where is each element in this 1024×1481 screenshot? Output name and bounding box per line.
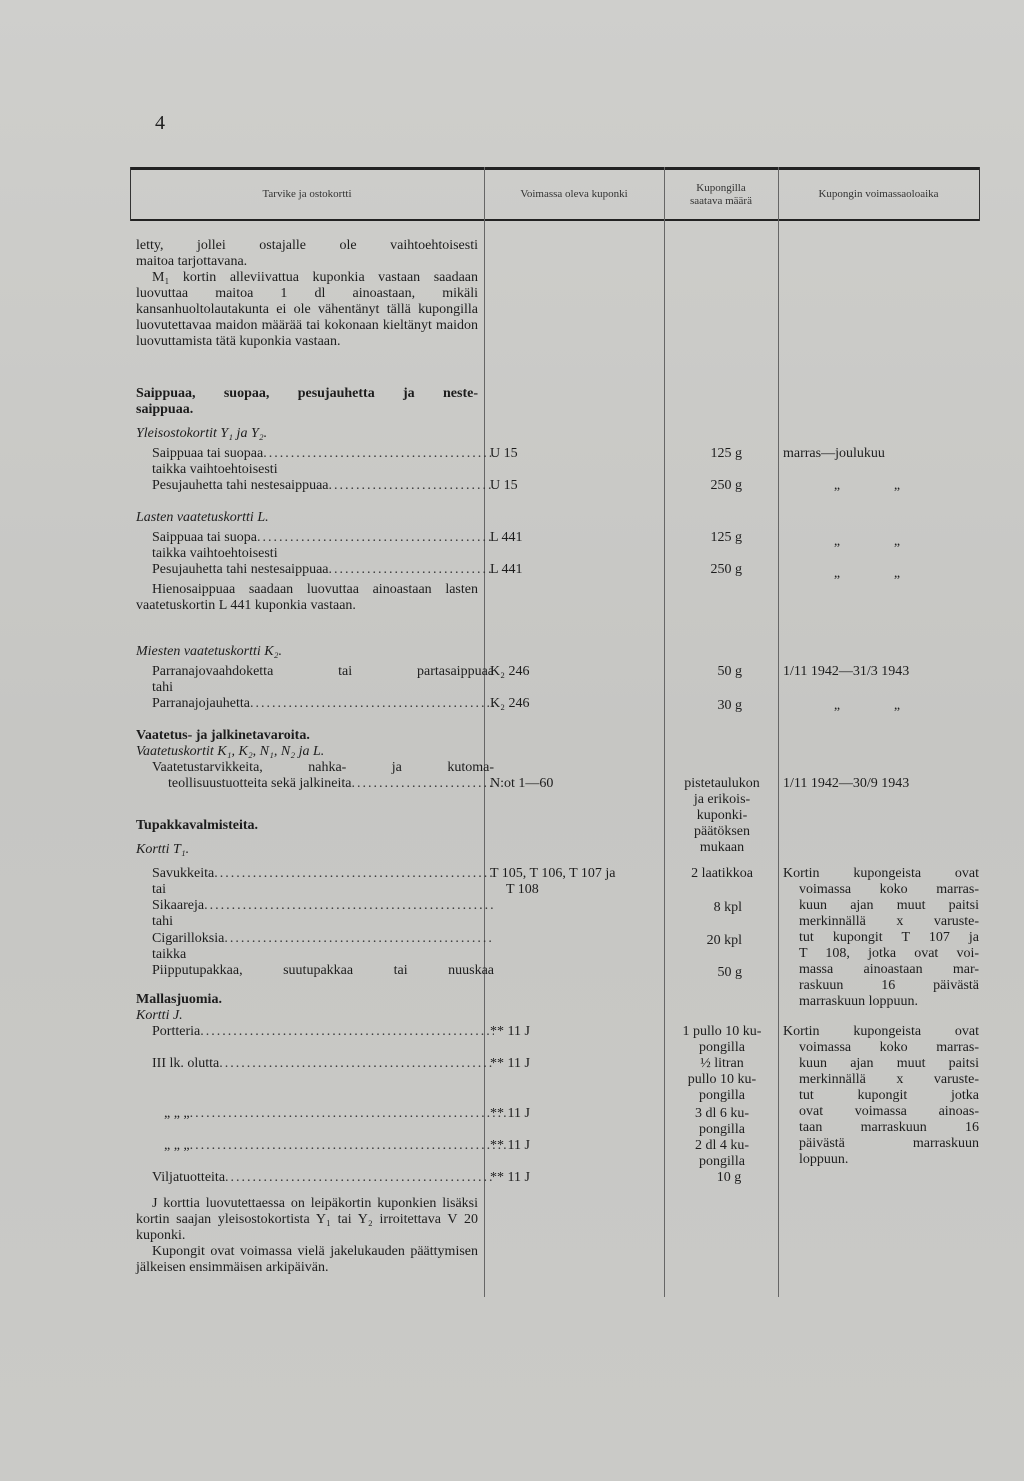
coupon-cell: U 15	[490, 446, 518, 461]
header-amount-line1: Kupongilla	[696, 181, 746, 194]
validity-cell: 1/11 1942—31/3 1943	[783, 664, 910, 679]
milk-coupon-paragraph: M₁ kortin alleviivattua kuponkia vastaan saadaan luovuttaa maitoa 1 dl ainoastaan, mikäli kansanhuoltolautakunta ei ole vähentänyt tällä kupongilla luovutettavaa maidon määrää tai kokonaan kieltänyt maidon luovuttamista tätä kuponkia vastaan.	[136, 270, 478, 349]
validity-line: merkinnällä x varuste-	[799, 1072, 979, 1087]
ditto-mark: „	[833, 478, 841, 493]
validity-line: ovat voimassa ainoas-	[799, 1104, 979, 1119]
j-card-note: J korttia luovutettaessa on leipäkortin kuponkien lisäksi kortin saajan yleisostokortista Y₁ tai Y₂ irroitettava V 20 kuponki.	[136, 1196, 478, 1243]
item-name: Viljatuotteita	[152, 1170, 226, 1185]
validity-line: voimassa koko marras-	[799, 1040, 979, 1055]
validity-line: taan marraskuun 16	[799, 1120, 979, 1135]
amount-line: pongilla	[699, 1122, 745, 1137]
validity-line: T 108, jotka ovat voi-	[799, 946, 979, 961]
item-name: Savukkeita	[152, 866, 215, 881]
table-row	[136, 1024, 494, 1040]
coupon-cell	[490, 866, 666, 898]
intro-continued	[136, 238, 478, 350]
table-header-rule	[130, 219, 980, 221]
ditto-mark: „	[833, 698, 841, 713]
table-row	[136, 963, 494, 979]
intro-line: letty, jollei ostajalle ole vaihtoehtoisesti	[136, 238, 478, 253]
section-heading: Mallasjuomia.	[136, 992, 222, 1007]
card-label: Miesten vaatetuskortti K₂.	[136, 644, 283, 659]
coupon-cell: K₂ 246	[490, 696, 530, 711]
card-label: Yleisostokortit Y₁ ja Y₂.	[136, 426, 268, 441]
amount-line: ja erikois-	[693, 792, 751, 807]
table-row	[136, 1170, 494, 1186]
table-row	[136, 866, 494, 898]
amount-cell	[668, 1106, 776, 1138]
validity-line: kuun ajan muut paitsi	[799, 1056, 979, 1071]
amount-line: päätöksen	[694, 824, 750, 839]
validity-cell: marras—joulukuu	[783, 446, 885, 461]
amount-line: 2 dl 4 ku-	[694, 1138, 750, 1153]
item-name: Sikaareja	[152, 898, 205, 913]
validity-line: merkinnällä x varuste-	[799, 914, 979, 929]
table-row	[136, 931, 494, 963]
validity-cell	[783, 534, 1003, 550]
amount-cell: 8 kpl	[713, 900, 742, 915]
section-heading: Vaatetus- ja jalkinetavaroita.	[136, 728, 310, 743]
coupon-cell: L 441	[490, 530, 523, 545]
amount-cell: 2 laatikkoa	[691, 866, 753, 881]
table-row	[136, 1138, 506, 1154]
item-name: „ „ „	[164, 1106, 190, 1121]
coupon-cell: N:ot 1—60	[490, 776, 554, 791]
item-name: Saippuaa tai suopa	[152, 530, 257, 545]
amount-line: ½ litran	[700, 1056, 744, 1071]
amount-cell: 20 kpl	[706, 933, 742, 948]
item-name: Vaatetustarvikkeita, nahka- ja kutoma-	[152, 760, 494, 775]
header-coupon: Voimassa oleva kuponki	[520, 188, 628, 200]
validity-line: tut kupongit T 107 ja	[799, 930, 979, 945]
coupon-cell: ** 11 J	[490, 1106, 530, 1121]
validity-line: päivästä marraskuun	[799, 1136, 979, 1151]
card-label: Kortti T₁.	[136, 842, 190, 857]
card-label: Vaatetuskortit K₁, K₂, N₁, N₂ ja L.	[136, 744, 325, 759]
validity-line: massa ainoastaan mar-	[799, 962, 979, 977]
item-name: Parranajojauhetta	[152, 696, 250, 711]
header-validity: Kupongin voimassaoloaika	[818, 188, 939, 200]
item-name: Saippuaa tai suopaa	[152, 446, 264, 461]
header-item: Tarvike ja ostokortti	[262, 188, 352, 200]
item-note: tahi	[152, 680, 173, 695]
item-name: Portteria	[152, 1024, 201, 1039]
coupon-cell: ** 11 J	[490, 1170, 530, 1185]
table-row	[136, 530, 494, 562]
column-divider	[778, 167, 779, 1297]
coupon-line: T 105, T 106, T 107 ja	[490, 866, 616, 881]
column-divider	[979, 167, 980, 221]
fine-soap-note: Hienosaippuaa saadaan luovuttaa ainoastaan lasten vaatetuskortin L 441 kuponkia vastaan.	[136, 582, 478, 613]
validity-cell: 1/11 1942—30/9 1943	[783, 776, 910, 791]
amount-line: pistetaulukon	[684, 776, 760, 791]
header-amount-line2: saatava määrä	[690, 194, 752, 207]
intro-line: maitoa tarjottavana.	[136, 254, 248, 269]
page-number: 4	[155, 112, 165, 134]
column-divider	[484, 167, 485, 1297]
card-label: Kortti J.	[136, 1008, 183, 1023]
validity-line: tut kupongit jotka	[799, 1088, 979, 1103]
table-row	[136, 696, 494, 712]
item-name: Piipputupakkaa, suutupakkaa tai nuuskaa	[152, 963, 494, 978]
amount-line: pullo 10 ku-	[687, 1072, 757, 1087]
ditto-mark: „	[833, 534, 841, 549]
ditto-mark: „	[893, 534, 901, 549]
section-heading: Tupakkavalmisteita.	[136, 818, 259, 833]
validity-line: Kortin kupongeista ovat	[783, 866, 979, 881]
table-row	[136, 898, 494, 930]
column-divider	[664, 167, 665, 1297]
amount-line: 3 dl 6 ku-	[694, 1106, 750, 1121]
amount-line: pongilla	[699, 1154, 745, 1169]
item-note: taikka vaihtoehtoisesti	[152, 546, 278, 561]
amount-cell: 250 g	[710, 562, 742, 577]
card-label: Lasten vaatetuskortti L.	[136, 510, 269, 525]
amount-line: pongilla	[699, 1088, 745, 1103]
validity-cell	[783, 1024, 979, 1168]
item-name: teollisuustuotteita sekä jalkineita	[168, 776, 352, 791]
amount-cell	[668, 1024, 776, 1056]
table-row	[136, 760, 494, 792]
amount-cell: 30 g	[717, 698, 742, 713]
ditto-mark: „	[893, 698, 901, 713]
validity-line: voimassa koko marras-	[799, 882, 979, 897]
item-name: Cigarilloksia	[152, 931, 225, 946]
item-note: taikka	[152, 947, 187, 962]
validity-line: raskuun 16 päivästä	[799, 978, 979, 993]
section-heading: Saippuaa, suopaa, pesujauhetta ja neste-	[136, 386, 478, 401]
amount-cell	[668, 1056, 776, 1104]
table-row	[136, 446, 494, 478]
soap-section-heading	[136, 386, 478, 418]
table-row	[136, 664, 494, 696]
item-name: Pesujauhetta tahi nestesaippuaa	[152, 562, 329, 577]
coupon-cell: K₂ 246	[490, 664, 530, 679]
header-amount	[664, 170, 778, 219]
amount-cell: 10 g	[716, 1170, 742, 1185]
item-note: tahi	[152, 914, 173, 929]
table-row	[136, 1106, 506, 1122]
coupon-cell: ** 11 J	[490, 1138, 530, 1153]
coupon-validity-note: Kupongit ovat voimassa vielä jakelukauden päättymisen jälkeisen ensimmäisen arkipäivän.	[136, 1244, 478, 1275]
coupon-cell: ** 11 J	[490, 1024, 530, 1039]
amount-cell: 250 g	[710, 478, 742, 493]
validity-cell	[783, 866, 979, 1010]
item-name: Pesujauhetta tahi nestesaippuaa	[152, 478, 329, 493]
table-row	[136, 562, 494, 578]
validity-cell	[783, 698, 1003, 714]
table-row	[136, 1056, 494, 1072]
item-name: „ „ „	[164, 1138, 190, 1153]
ditto-mark: „	[893, 566, 901, 581]
coupon-cell: ** 11 J	[490, 1056, 530, 1071]
amount-cell: 50 g	[717, 965, 742, 980]
coupon-cell: U 15	[490, 478, 518, 493]
validity-line: Kortin kupongeista ovat	[783, 1024, 979, 1039]
ditto-mark: „	[893, 478, 901, 493]
amount-cell: 125 g	[710, 530, 742, 545]
section-heading: saippuaa.	[136, 402, 194, 417]
amount-cell	[668, 776, 776, 856]
validity-cell	[783, 478, 1003, 494]
validity-line: kuun ajan muut paitsi	[799, 898, 979, 913]
validity-line: marraskuun loppuun.	[799, 994, 918, 1009]
validity-line: loppuun.	[799, 1152, 849, 1167]
amount-line: pongilla	[699, 1040, 745, 1055]
amount-cell: 125 g	[710, 446, 742, 461]
coupon-cell: L 441	[490, 562, 523, 577]
amount-line: kuponki-	[696, 808, 748, 823]
item-note: tai	[152, 882, 166, 897]
amount-cell: 50 g	[717, 664, 742, 679]
ditto-mark: „	[833, 566, 841, 581]
coupon-line: T 108	[506, 882, 539, 897]
table-row	[136, 478, 494, 494]
amount-cell	[668, 1138, 776, 1170]
validity-cell	[783, 566, 1003, 582]
amount-line: 1 pullo 10 ku-	[682, 1024, 762, 1039]
item-name: III lk. olutta	[152, 1056, 220, 1071]
item-note: taikka vaihtoehtoisesti	[152, 462, 278, 477]
amount-line: mukaan	[699, 840, 745, 855]
item-name: Parranajovaahdoketta tai partasaippuaa	[152, 664, 494, 679]
